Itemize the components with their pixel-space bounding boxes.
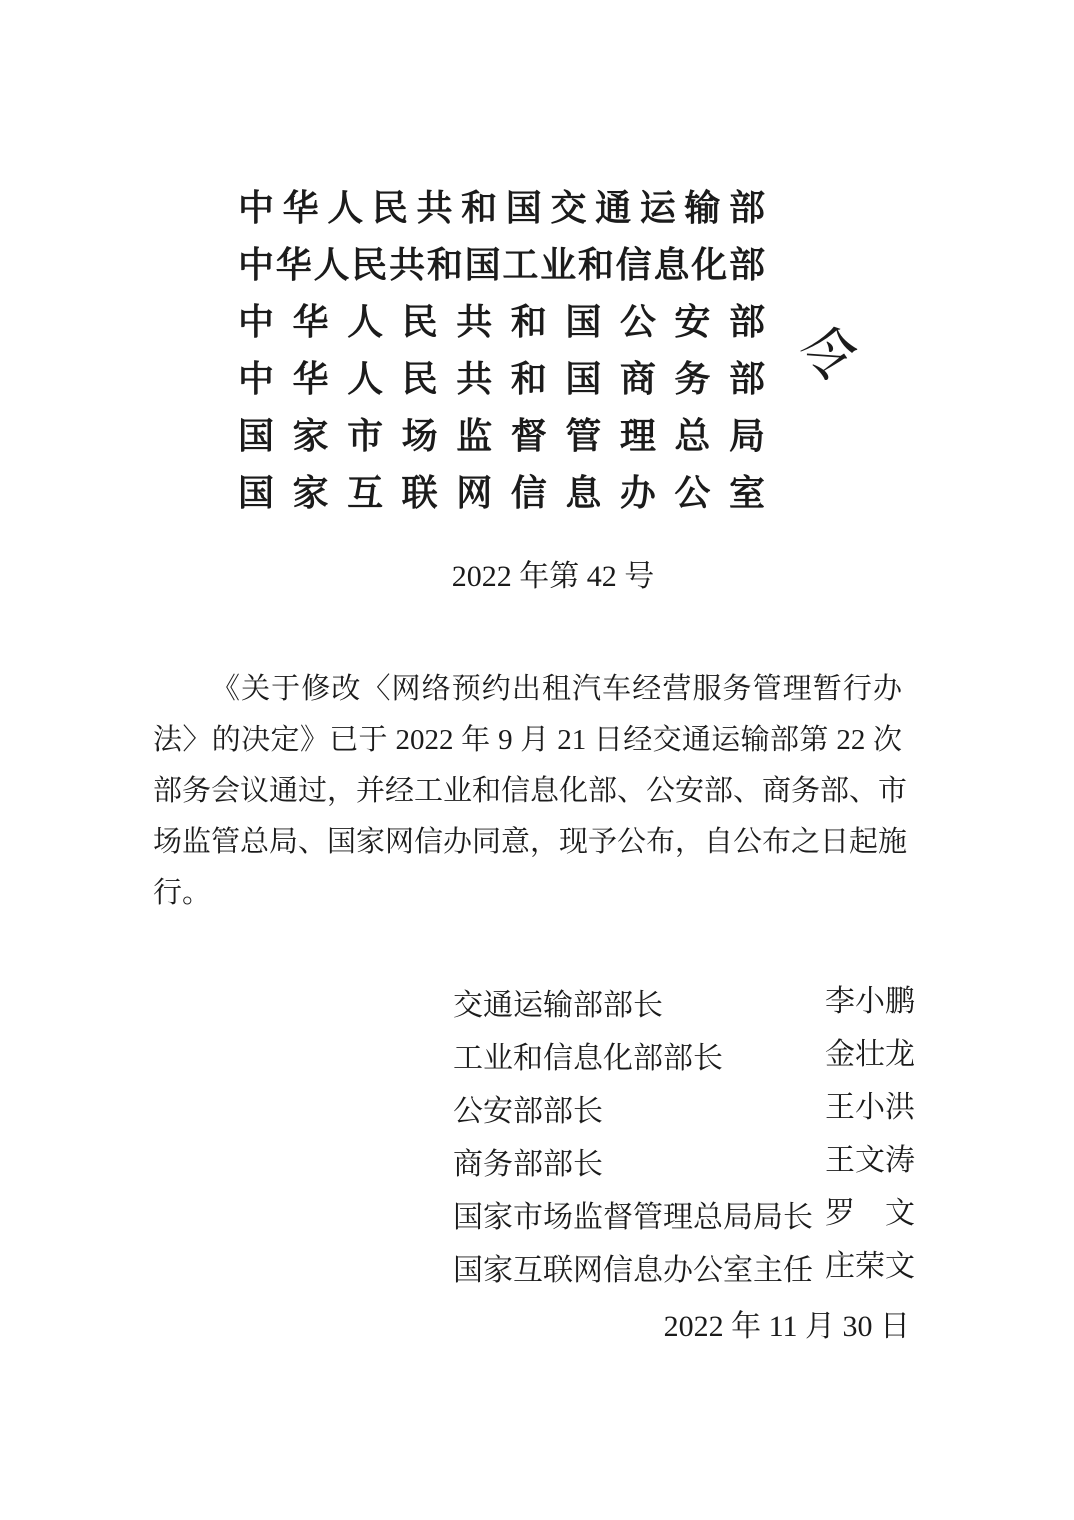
signer-name-public-security: 王小洪	[825, 1091, 915, 1124]
signer-name-miit: 金壮龙	[825, 1038, 915, 1071]
signer-title-commerce: 商务部部长	[453, 1147, 603, 1181]
decree-character: 令	[790, 321, 854, 390]
signature-row	[453, 1240, 915, 1293]
agency-line-miit: 中华人民共和国工业和信息化部	[238, 245, 765, 285]
signer-title-cac: 国家互联网信息办公室主任	[453, 1253, 813, 1287]
body-line-4: 场监管总局、国家网信办同意，现予公布，自公布之日起施	[153, 826, 908, 858]
signer-title-public-security: 公安部部长	[453, 1094, 603, 1128]
signer-title-transport: 交通运输部部长	[453, 988, 663, 1022]
signature-row	[453, 1187, 915, 1240]
body-line-3: 部务会议通过，并经工业和信息化部、公安部、商务部、市	[153, 775, 908, 807]
body-paragraph	[153, 664, 908, 919]
agency-header-block	[238, 180, 765, 522]
signer-name-commerce: 王文涛	[825, 1144, 915, 1177]
signer-title-samr: 国家市场监督管理总局局长	[453, 1200, 813, 1234]
signature-row	[453, 975, 915, 1028]
signature-block	[453, 975, 915, 1293]
agency-line-samr: 国家市场监督管理总局	[238, 416, 765, 456]
signer-name-transport: 李小鹏	[825, 985, 915, 1018]
signer-name-samr: 罗文	[825, 1197, 915, 1230]
agency-line-public-security: 中华人民共和国公安部	[238, 302, 765, 342]
body-line-2: 法〉的决定》已于 2022 年 9 月 21 日经交通运输部第 22 次	[153, 724, 902, 756]
signer-name-cac: 庄荣文	[825, 1250, 915, 1283]
signature-row	[453, 1134, 915, 1187]
agency-line-cac: 国家互联网信息办公室	[238, 473, 765, 513]
signature-row	[453, 1081, 915, 1134]
body-line-5: 行。	[153, 877, 212, 909]
body-line-1: 《关于修改〈网络预约出租汽车经营服务管理暂行办	[211, 673, 902, 705]
signer-title-miit: 工业和信息化部部长	[453, 1041, 723, 1075]
agency-line-commerce: 中华人民共和国商务部	[238, 359, 765, 399]
signature-row	[453, 1028, 915, 1081]
agency-line-transport: 中华人民共和国交通运输部	[238, 188, 765, 228]
order-number: 2022 年第 42 号	[451, 560, 655, 593]
issue-date: 2022 年 11 月 30 日	[663, 1310, 910, 1343]
